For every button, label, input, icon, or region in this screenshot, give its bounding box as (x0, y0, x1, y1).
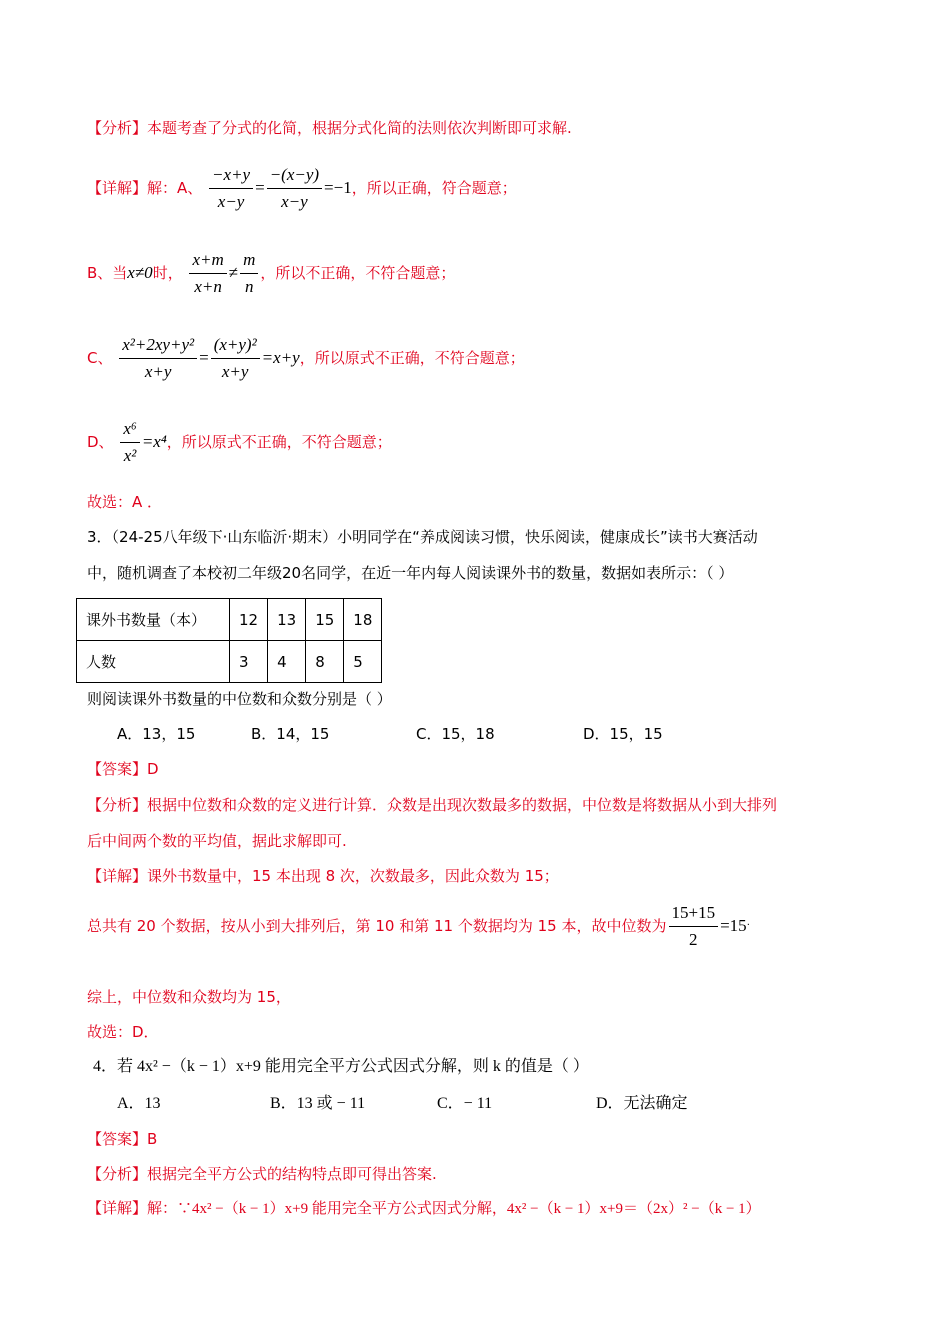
q4-option-b: B．13 或 − 11 (270, 1095, 366, 1112)
analysis-intro: 【分析】本题考查了分式的化简，根据分式化简的法则依次判断即可求解. (87, 119, 572, 137)
fraction-b2 (240, 249, 258, 298)
table-cell: 5 (344, 641, 382, 683)
fraction-b1 (189, 249, 226, 298)
detail-b-mid: 时， (152, 264, 183, 282)
choose-a: 故选：A ． (87, 493, 163, 511)
equals-sign: = (199, 348, 209, 367)
q4-detail: 【详解】解：∵4x² −（k − 1）x+9 能用完全平方公式因式分解，4x² −（k − 1）x+9＝（2x）² −（k − 1） (87, 1201, 761, 1217)
detail-c-result: =x+y (261, 348, 300, 367)
detail-b-prefix: B、当 (87, 264, 128, 282)
q3-answer: 【答案】D (87, 760, 159, 778)
fraction-a1-numerator: −x+y (209, 164, 253, 189)
detail-b (87, 249, 455, 298)
q4-option-c: C．− 11 (437, 1095, 493, 1112)
detail-d-result: =x⁴ (141, 432, 167, 451)
equals-sign: = (255, 178, 265, 197)
reading-data-table (76, 598, 382, 683)
fraction-c2-denominator: x+y (221, 362, 249, 381)
fraction-c1-numerator: x²+2xy+y² (119, 334, 197, 359)
detail-c (87, 334, 525, 383)
table-row (77, 641, 382, 683)
trailing-dot: . (746, 917, 750, 928)
q3-analysis-line1: 【分析】根据中位数和众数的定义进行计算．众数是出现次数最多的数据，中位数是将数据从小到大排列 (87, 796, 778, 814)
q3-detail-line1: 【详解】课外书数量中，15 本出现 8 次，次数最多，因此众数为 15； (87, 867, 559, 885)
detail-c-prefix: C、 (87, 349, 113, 367)
fraction-d1 (120, 418, 139, 467)
fraction-b2-numerator: m (240, 249, 258, 274)
q3-detail2-prefix: 总共有 20 个数据，按从小到大排列后，第 10 和第 11 个数据均为 15 本，故中位数为 (87, 917, 667, 935)
table-cell: 12 (230, 599, 268, 641)
detail-a-suffix: ，所以正确，符合题意； (351, 179, 517, 197)
table-header-cell: 课外书数量（本） (77, 599, 230, 641)
table-cell: 13 (268, 599, 306, 641)
median-result: =15 (720, 916, 747, 935)
q3-text-line2: 中，随机调查了本校初二年级20名同学，在近一年内每人阅读课外书的数量，数据如表所示：（ ） (87, 564, 734, 582)
fraction-a1 (209, 164, 253, 213)
fraction-b1-denominator: x+n (194, 277, 222, 296)
fraction-c2 (211, 334, 260, 383)
q4-answer: 【答案】B (87, 1130, 158, 1148)
fraction-c2-numerator: (x+y)² (211, 334, 260, 359)
q3-analysis-line2: 后中间两个数的平均值，据此求解即可. (87, 832, 347, 850)
fraction-c1-denominator: x+y (144, 362, 172, 381)
detail-a-result: =−1 (324, 178, 352, 197)
q4-question: 4．若 4x² −（k − 1）x+9 能用完全平方公式因式分解，则 k 的值是（ ） (93, 1058, 589, 1075)
detail-d (87, 418, 392, 467)
table-cell: 4 (268, 641, 306, 683)
fraction-d1-denominator: x² (123, 446, 137, 465)
q3-detail-line2 (87, 902, 750, 951)
fraction-b1-numerator: x+m (189, 249, 226, 274)
q3-option-a: A．13，15 (117, 725, 196, 743)
table-cell: 8 (306, 641, 344, 683)
q4-option-a: A．13 (117, 1095, 161, 1112)
detail-b-suffix: ，所以不正确，不符合题意； (260, 264, 456, 282)
median-fraction-denominator: 2 (689, 930, 698, 949)
table-cell: 18 (344, 599, 382, 641)
detail-b-condition: x≠0 (127, 263, 153, 282)
fraction-b2-denominator: n (245, 277, 254, 296)
q4-analysis: 【分析】根据完全平方公式的结构特点即可得出答案. (87, 1165, 437, 1183)
detail-a-prefix: 【详解】解：A、 (87, 179, 203, 197)
median-fraction (669, 902, 719, 951)
fraction-a2-denominator: x−y (281, 192, 308, 211)
q3-question: 则阅读课外书数量的中位数和众数分别是（ ） (87, 690, 392, 708)
q3-option-b: B．14，15 (251, 725, 330, 743)
detail-d-suffix: ，所以原式不正确，不符合题意； (166, 433, 392, 451)
q3-summary: 综上，中位数和众数均为 15， (87, 988, 291, 1006)
q4-option-d: D．无法确定 (596, 1095, 688, 1112)
not-equal-sign: ≠ (228, 263, 239, 282)
q3-option-d: D．15，15 (583, 725, 663, 743)
fraction-a2 (267, 164, 322, 213)
q3-option-c: C．15，18 (416, 725, 495, 743)
fraction-a2-numerator: −(x−y) (267, 164, 322, 189)
table-row (77, 599, 382, 641)
table-header-cell: 人数 (77, 641, 230, 683)
q3-text-line1: 3．（24-25八年级下·山东临沂·期末）小明同学在“养成阅读习惯，快乐阅读，健康成长”读书大赛活动 (87, 528, 758, 546)
fraction-d1-numerator: x⁶ (120, 418, 139, 443)
table-cell: 3 (230, 641, 268, 683)
table-cell: 15 (306, 599, 344, 641)
median-fraction-numerator: 15+15 (669, 902, 719, 927)
detail-a (87, 164, 517, 213)
detail-c-suffix: ，所以原式不正确，不符合题意； (299, 349, 525, 367)
fraction-c1 (119, 334, 197, 383)
q3-choose: 故选：D． (87, 1023, 159, 1041)
detail-d-prefix: D、 (87, 433, 114, 451)
fraction-a1-denominator: x−y (217, 192, 245, 211)
